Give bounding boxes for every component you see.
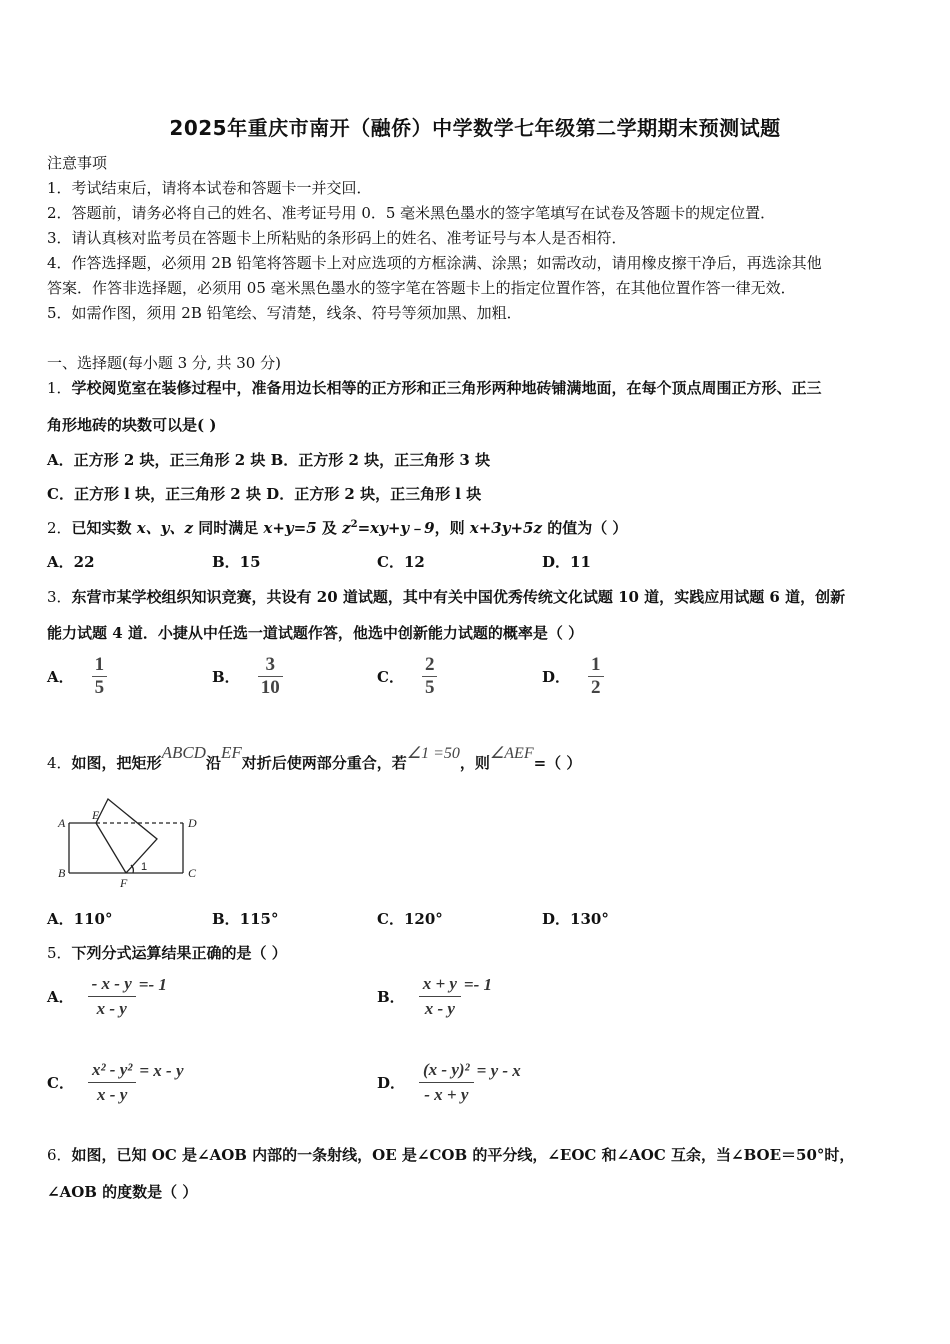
- question-text: 对折后使两部分重合，若: [241, 754, 407, 772]
- option-c[interactable]: C．120°: [377, 910, 443, 928]
- equation: =xy+y﹣9: [357, 519, 435, 537]
- fraction-result: =- 1: [138, 974, 167, 994]
- fraction: $\frac{2}{5}$: [422, 654, 438, 699]
- label-e: E: [92, 808, 100, 822]
- fraction: $\frac{\text{x² - y²}}{x - y}$: [88, 1058, 136, 1107]
- notice-item: 2．答题前，请务必将自己的姓名、准考证号用 0．5 毫米黑色墨水的签字笔填写在试卷及答题卡的规定位置．: [47, 204, 776, 222]
- fraction: $\frac{x + y}{x - y}$: [419, 972, 461, 1021]
- option-c[interactable]: [377, 654, 437, 699]
- math-abcd: ABCD: [161, 743, 206, 762]
- question-text: 同时满足: [192, 519, 264, 537]
- question-5: [47, 942, 287, 963]
- page-title: 2025年重庆市南开（融侨）中学数学七年级第二学期期末预测试题: [169, 116, 781, 140]
- question-text: 已知实数: [71, 519, 137, 537]
- question-2: 2．已知实数 x、y、z 同时满足 x+y=5 及 $z^2=xy+y﹣9$，则 x+3y+5z 的值为（ ）: [47, 519, 628, 537]
- question-text: 如图，把矩形: [71, 754, 162, 772]
- option-label: D．: [542, 668, 571, 686]
- question-number: 3．: [47, 588, 72, 606]
- notice-item: 5．如需作图，须用 2B 铅笔绘、写清楚，线条、符号等须加黑、加粗．: [47, 304, 522, 322]
- fraction: $\frac{\text{(x - y)²}}{- x + y}$: [419, 1058, 474, 1107]
- label-c: C: [188, 866, 197, 880]
- question-6-cont: ∠AOB 的度数是（ ）: [47, 1183, 198, 1201]
- option-label: C．: [47, 1074, 74, 1092]
- question-4: [47, 743, 582, 773]
- label-b: B: [58, 866, 66, 880]
- fraction: $\frac{1}{5}$: [92, 654, 108, 699]
- expression: x+3y+5z: [469, 519, 542, 537]
- question-number: 6．: [47, 1146, 72, 1164]
- option-label: D．: [377, 1074, 406, 1092]
- equation: x+y=5: [263, 519, 317, 537]
- fraction: $\frac{3}{10}$: [258, 654, 283, 699]
- option-label: B．: [212, 668, 240, 686]
- option-b[interactable]: [212, 654, 283, 699]
- option-b[interactable]: B．115°: [212, 910, 279, 928]
- question-text: ，则: [459, 754, 490, 772]
- question-text: 沿: [205, 754, 221, 772]
- question-6: [47, 1144, 854, 1165]
- option-a[interactable]: A．22: [47, 553, 95, 571]
- option-d[interactable]: [377, 1058, 521, 1107]
- notice-item: 4．作答选择题，必须用 2B 铅笔将答题卡上对应选项的方框涂满、涂黑；如需改动，请用橡皮擦干净后，再选涂其他: [47, 254, 822, 272]
- option-label: A．: [47, 988, 74, 1006]
- label-f: F: [120, 876, 128, 890]
- option-d[interactable]: [542, 654, 604, 699]
- option-c[interactable]: [47, 1058, 184, 1107]
- fraction: $\frac{1}{2}$: [588, 654, 604, 699]
- option-label: A．: [47, 668, 74, 686]
- q1-options-row[interactable]: A．正方形 2 块，正三角形 2 块 B．正方形 2 块，正三角形 3 块: [47, 451, 491, 469]
- question-1-cont: 角形地砖的块数可以是( ): [47, 416, 217, 434]
- fraction-result: = x - y: [139, 1060, 184, 1080]
- question-1: [47, 377, 822, 398]
- question-number: 1．: [47, 379, 72, 397]
- question-text: 学校阅览室在装修过程中，准备用边长相等的正方形和正三角形两种地砖铺满地面，在每个顶点周围正方形、正三: [71, 379, 822, 397]
- label-angle-1: 1: [141, 861, 148, 873]
- notice-item: 3．请认真核对监考员在答题卡上所粘贴的条形码上的姓名、准考证号与本人是否相符．: [47, 229, 627, 247]
- question-number: 5．: [47, 944, 72, 962]
- question-text: ，则: [434, 519, 470, 537]
- question-text: 下列分式运算结果正确的是（ ）: [71, 944, 287, 962]
- math-angle-aef: ∠AEF: [489, 745, 534, 762]
- label-d: D: [188, 816, 197, 830]
- fraction-result: = y - x: [476, 1060, 521, 1080]
- notice-item: 1．考试结束后，请将本试卷和答题卡一并交回．: [47, 179, 372, 197]
- option-b[interactable]: B．15: [212, 553, 261, 571]
- section-heading: 一、选择题(每小题 3 分, 共 30 分): [47, 354, 281, 372]
- option-d[interactable]: D．130°: [542, 910, 609, 928]
- question-number: 4．: [47, 754, 72, 772]
- equation-z: z: [342, 519, 351, 537]
- option-label: C．: [377, 668, 404, 686]
- question-text: 的值为（ ）: [541, 519, 628, 537]
- option-d[interactable]: D．11: [542, 553, 591, 571]
- notice-item: 答案．作答非选择题，必须用 05 毫米黑色墨水的签字笔在答题卡上的指定位置作答，在其他位置作答一律无效．: [47, 279, 796, 297]
- option-label: B．: [377, 988, 405, 1006]
- rectangle-fold-figure: [55, 795, 205, 890]
- question-number: 2．: [47, 519, 72, 537]
- question-text: 如图，已知 OC 是∠AOB 内部的一条射线，OE 是∠COB 的平分线，∠EOC 和∠AOC 互余，当∠BOE＝50°时，: [71, 1146, 855, 1164]
- fraction-result: =- 1: [463, 974, 493, 994]
- question-3: [47, 586, 845, 607]
- option-a[interactable]: [47, 654, 107, 699]
- question-text: 及: [316, 519, 343, 537]
- math-ef: EF: [220, 743, 242, 762]
- math-angle1: ∠1 =50: [406, 745, 460, 762]
- question-3-cont: 能力试题 4 道．小捷从中任选一道试题作答，他选中创新能力试题的概率是（ ）: [47, 624, 584, 642]
- notice-heading: 注意事项: [47, 154, 108, 172]
- label-a: A: [58, 816, 66, 830]
- question-text: 东营市某学校组织知识竞赛，共设有 20 道试题，其中有关中国优秀传统文化试题 10 道，实践应用试题 6 道，创新: [71, 588, 846, 606]
- option-a[interactable]: A．110°: [47, 910, 113, 928]
- option-a[interactable]: [47, 972, 167, 1021]
- fraction: $\frac{- x - y}{x - y}$: [88, 972, 136, 1021]
- question-text: =（ ）: [533, 754, 582, 772]
- option-b[interactable]: [377, 972, 492, 1021]
- q1-options-row[interactable]: C．正方形 l 块，正三角形 2 块 D．正方形 2 块，正三角形 l 块: [47, 485, 482, 503]
- option-c[interactable]: C．12: [377, 553, 425, 571]
- variables: x、y、z: [136, 519, 193, 537]
